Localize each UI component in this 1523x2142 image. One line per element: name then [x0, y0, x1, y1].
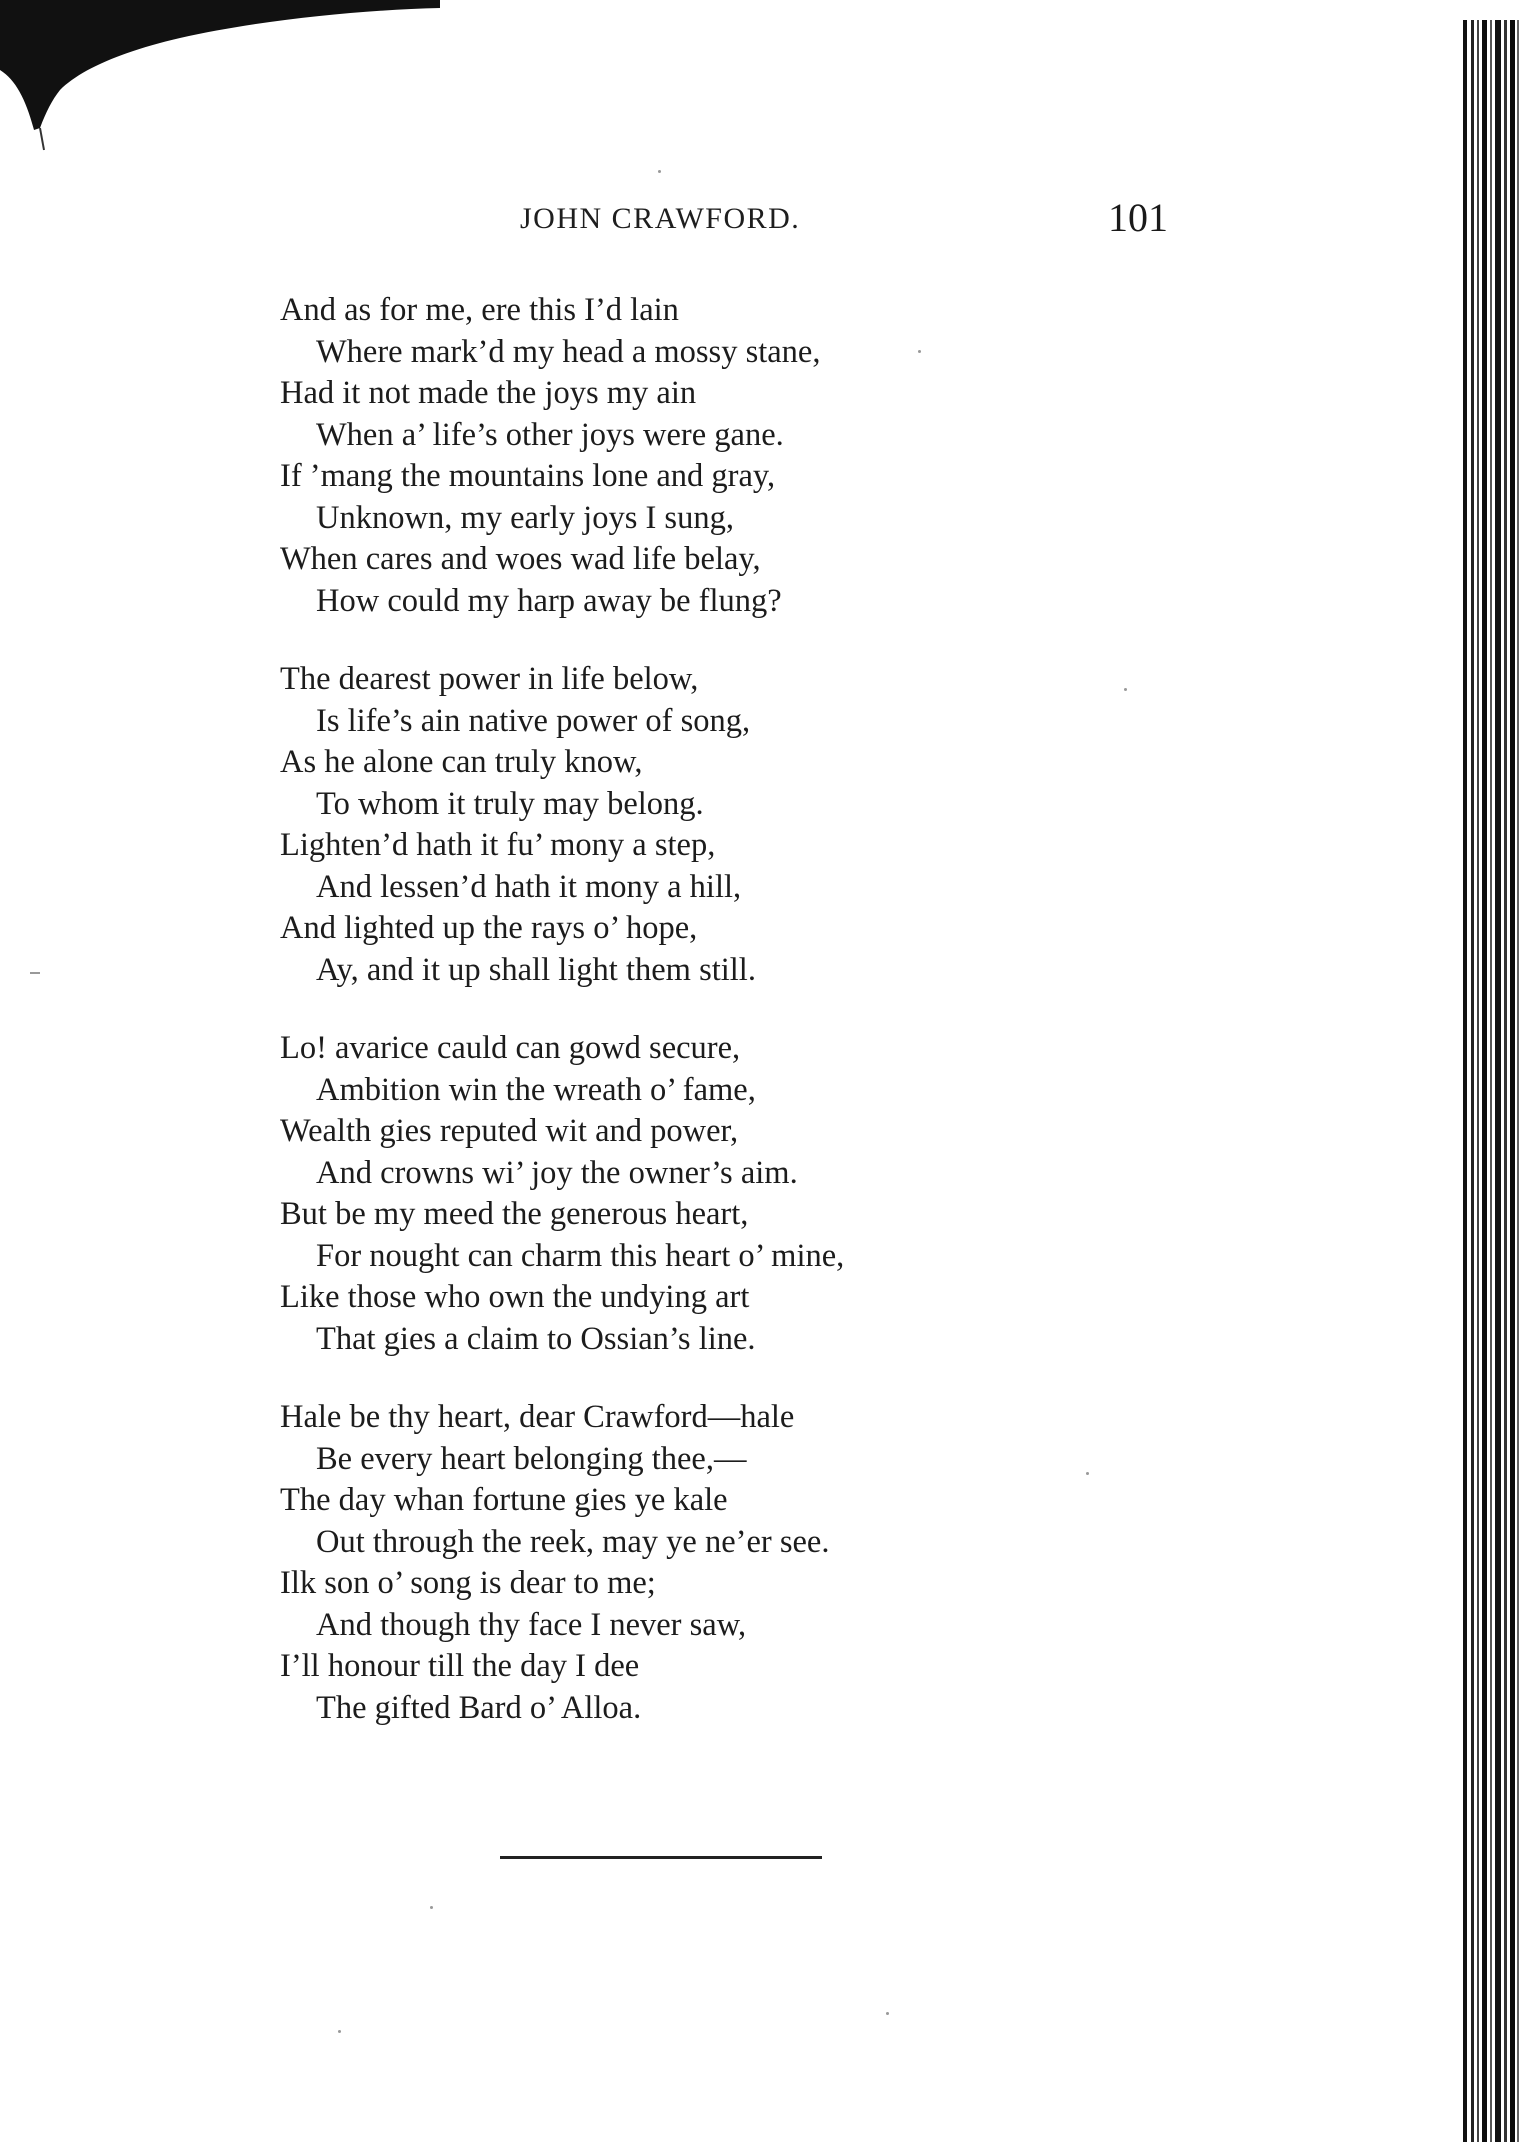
scan-corner-shadow [0, 0, 440, 160]
verse-line: Like those who own the undying art [280, 1279, 750, 1315]
stanza-2 [280, 659, 1080, 991]
stanza-1 [280, 290, 1080, 622]
stanza-4 [280, 1397, 1080, 1729]
verse-line: To whom it truly may belong. [316, 785, 704, 822]
verse-line: Out through the reek, may ye ne’er see. [316, 1523, 830, 1560]
scan-speck [338, 2030, 341, 2033]
verse-line: Ilk son o’ song is dear to me; [280, 1565, 656, 1601]
verse-line: For nought can charm this heart o’ mine, [316, 1237, 845, 1274]
verse-line: And though thy face I never saw, [316, 1606, 747, 1643]
verse-line: Is life’s ain native power of song, [316, 702, 751, 739]
verse-line: When a’ life’s other joys were gane. [316, 416, 784, 453]
scan-speck [918, 350, 921, 353]
scan-speck [1124, 688, 1127, 691]
verse-line: The dearest power in life below, [280, 661, 699, 697]
verse-line: The day whan fortune gies ye kale [280, 1482, 728, 1518]
verse-line: But be my meed the generous heart, [280, 1196, 749, 1232]
verse-line: When cares and woes wad life belay, [280, 541, 761, 577]
verse-line: And lessen’d hath it mony a hill, [316, 868, 742, 905]
verse-line: As he alone can truly know, [280, 744, 643, 780]
scan-speck [886, 2012, 889, 2015]
verse-line: Unknown, my early joys I sung, [316, 499, 734, 536]
scan-speck [430, 1906, 433, 1909]
binding-gutter [1451, 20, 1523, 2142]
verse-line: And lighted up the rays o’ hope, [280, 910, 698, 946]
running-title: JOHN CRAWFORD. [520, 202, 801, 235]
page-header [0, 196, 1523, 256]
verse-line: The gifted Bard o’ Alloa. [316, 1689, 642, 1726]
verse-line: Ambition win the wreath o’ fame, [316, 1071, 756, 1108]
verse-line: Lo! avarice cauld can gowd secure, [280, 1030, 741, 1066]
verse-line: Lighten’d hath it fu’ mony a step, [280, 827, 716, 863]
scan-speck [30, 972, 40, 974]
verse-line: If ’mang the mountains lone and gray, [280, 458, 776, 494]
verse-line: I’ll honour till the day I dee [280, 1648, 640, 1684]
verse-line: Hale be thy heart, dear Crawford—hale [280, 1399, 795, 1435]
verse-line: Be every heart belonging thee,— [316, 1440, 747, 1477]
poem-body [280, 290, 1080, 1766]
verse-line: And as for me, ere this I’d lain [280, 292, 679, 328]
verse-line: Ay, and it up shall light them still. [316, 951, 756, 988]
scan-speck [1086, 1472, 1089, 1475]
scan-speck [658, 170, 661, 173]
verse-line: That gies a claim to Ossian’s line. [316, 1320, 756, 1357]
verse-line: Wealth gies reputed wit and power, [280, 1113, 739, 1149]
stanza-3 [280, 1028, 1080, 1360]
end-rule [500, 1856, 822, 1859]
verse-line: And crowns wi’ joy the owner’s aim. [316, 1154, 798, 1191]
verse-line: Where mark’d my head a mossy stane, [316, 333, 821, 370]
verse-line: Had it not made the joys my ain [280, 375, 697, 411]
verse-line: How could my harp away be flung? [316, 582, 782, 619]
page-number: 101 [1108, 195, 1168, 240]
